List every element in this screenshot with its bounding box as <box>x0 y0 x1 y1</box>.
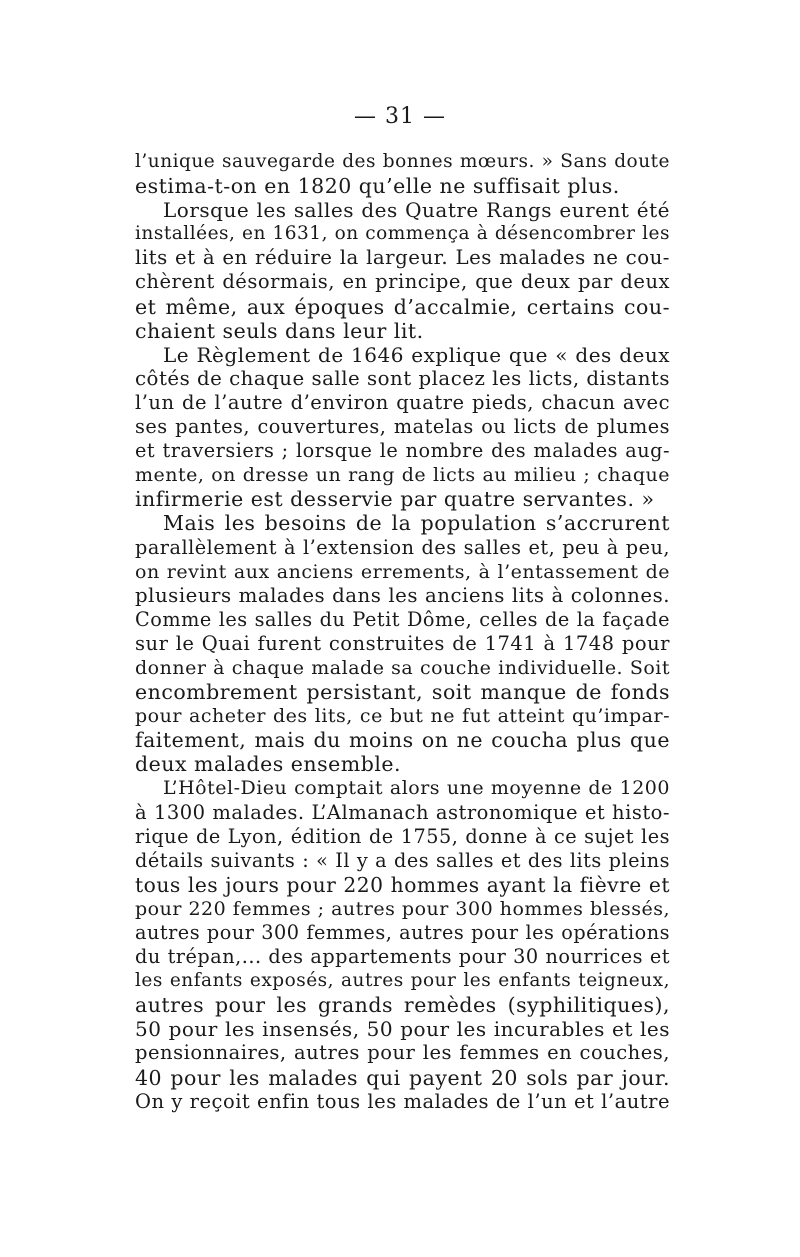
text-line: faitement, mais du moins on ne coucha plus que <box>135 728 670 753</box>
text-line: les enfants exposés, autres pour les enfants teigneux, <box>135 970 670 992</box>
text-line: pour acheter des lits, ce but ne fut atteint qu’impar- <box>135 705 670 728</box>
text-line: détails suivants : « Il y a des salles et des lits pleins <box>135 848 670 872</box>
text-line: installées, en 1631, on commença à désencombrer les <box>135 223 670 245</box>
text-line: plusieurs malades dans les anciens lits à colonnes. <box>135 583 670 607</box>
text-line: L’Hôtel-Dieu comptait alors une moyenne de 1200 <box>163 777 670 800</box>
text-line: pour 220 femmes ; autres pour 300 hommes blessés, <box>135 897 670 920</box>
text-line: 40 pour les malades qui payent 20 sols par jour. <box>135 1065 670 1090</box>
text-line: lits et à en réduire la largeur. Les malades ne cou- <box>135 246 670 270</box>
text-line: sur le Quai furent construites de 1741 à 1748 pour <box>135 631 670 655</box>
text-line: parallèlement à l’extension des salles et, peu à peu, <box>135 535 670 559</box>
text-line: Mais les besoins de la population s’accrurent <box>163 511 670 536</box>
text-line: du trépan,... des appartements pour 30 nourrices et <box>135 945 670 969</box>
text-line: encombrement persistant, soit manque de fonds <box>135 680 670 705</box>
text-line: deux malades ensemble. <box>135 752 402 777</box>
text-line: l’un de l’autre d’environ quatre pieds, chacun avec <box>135 390 670 414</box>
text-line: autres pour les grands remèdes (syphilitiques), <box>135 993 670 1018</box>
text-line: donner à chaque malade sa couche individuelle. Soit <box>135 656 670 679</box>
text-line: autres pour 300 femmes, autres pour les opérations <box>135 921 670 944</box>
text-line: chaient seuls dans leur lit. <box>135 318 424 343</box>
text-line: Le Règlement de 1646 explique que « des deux <box>163 342 670 367</box>
text-line: infirmerie est desservie par quatre servantes. » <box>135 487 655 512</box>
text-line: et même, aux époques d’accalmie, certains cou- <box>135 294 670 319</box>
text-line: l’unique sauvegarde des bonnes mœurs. » Sans doute <box>135 151 670 172</box>
text-line: côtés de chaque salle sont placez les licts, distants <box>135 366 670 390</box>
text-line: estima-t-on en 1820 qu’elle ne suffisait plus. <box>135 174 620 199</box>
text-line: ses pantes, couvertures, matelas ou licts de plumes <box>135 415 670 439</box>
text-line: et traversiers ; lorsque le nombre des malades aug- <box>135 439 670 463</box>
text-line: on revint aux anciens errements, à l’entassement de <box>135 560 670 583</box>
text-line: Comme les salles du Petit Dôme, celles de la façade <box>135 607 670 631</box>
body-text <box>135 150 670 1114</box>
text-line: Lorsque les salles des Quatre Rangs eurent été <box>163 198 670 223</box>
text-line: On y reçoit enfin tous les malades de l’un et l’autre <box>135 1089 670 1113</box>
text-line: tous les jours pour 220 hommes ayant la fièvre et <box>135 872 670 897</box>
text-line: rique de Lyon, édition de 1755, donne à ce sujet les <box>135 824 670 848</box>
text-line: mente, on dresse un rang de licts au milieu ; chaque <box>135 464 670 487</box>
text-line: à 1300 malades. L’Almanach astronomique et histo- <box>135 800 670 824</box>
text-line: 50 pour les insensés, 50 pour les incurables et les <box>135 1017 670 1042</box>
page-number: — 31 — <box>354 104 446 129</box>
text-line: pensionnaires, autres pour les femmes en couches, <box>135 1041 670 1065</box>
text-line: chèrent désormais, en principe, que deux par deux <box>135 270 670 294</box>
